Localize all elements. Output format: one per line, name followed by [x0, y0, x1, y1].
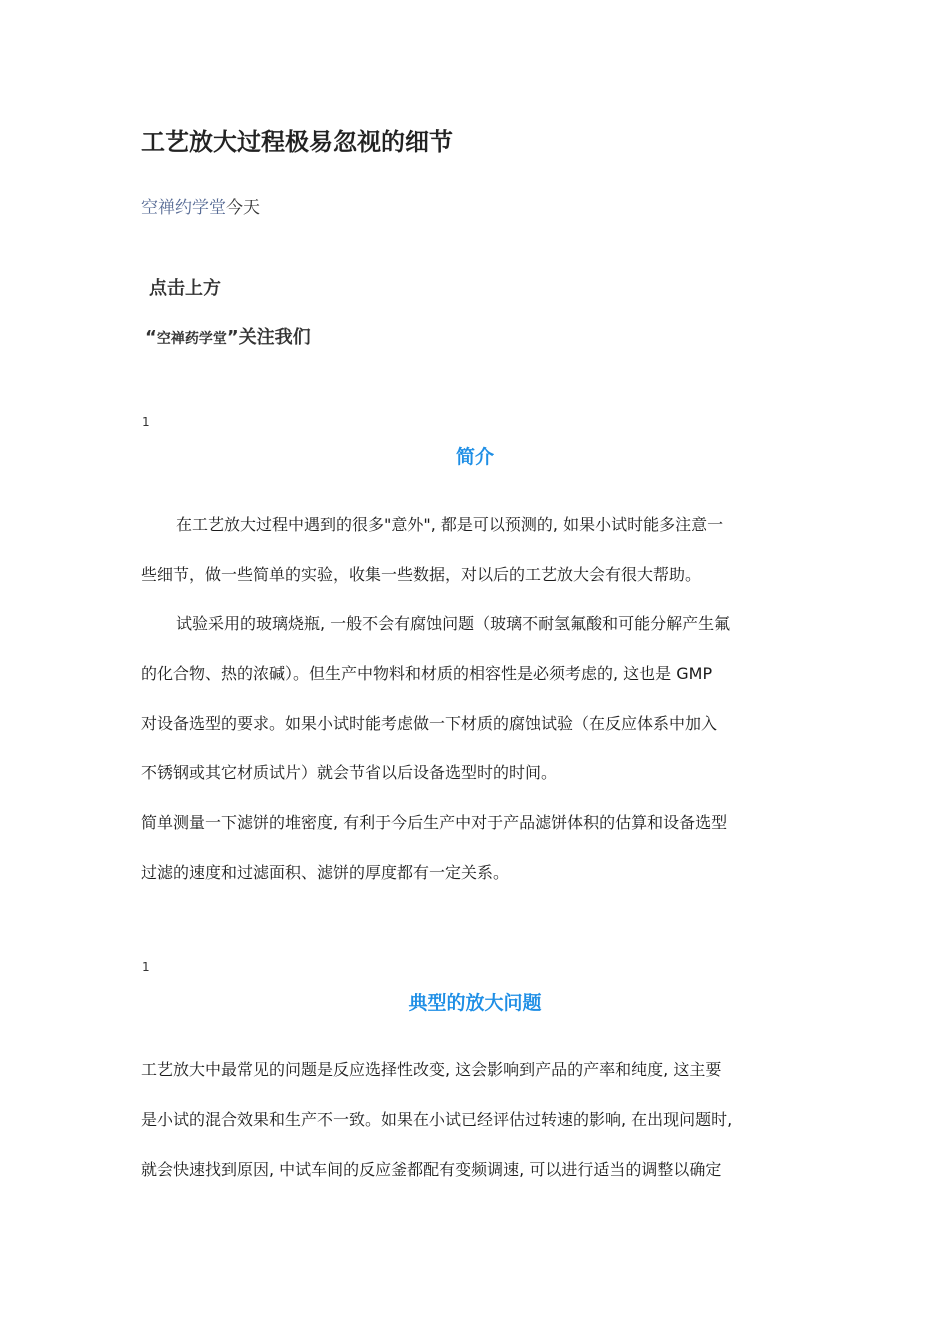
article-meta [141, 193, 260, 218]
section-number: 1 [142, 415, 150, 429]
follow-text: 关注我们 [238, 327, 311, 348]
body-line: 些细节，做一些简单的实验，收集一些数据，对以后的工艺放大会有很大帮助。 [141, 565, 702, 584]
body-line: 就会快速找到原因, 中试车间的反应釜都配有变频调速, 可以进行适当的调整以确定 [141, 1160, 722, 1179]
section-heading: 简介 [455, 446, 494, 468]
body-line: 简单测量一下滤饼的堆密度, 有利于今后生产中对于产品滤饼体积的估算和设备选型 [141, 813, 728, 832]
promo-line-click-above: 点击上方 [149, 278, 221, 299]
body-line: 的化合物、热的浓碱）。但生产中物料和材质的相容性是必须考虑的, 这也是 GMP [141, 664, 713, 683]
promo-account-name: 空禅药学堂 [156, 331, 227, 347]
section-number: 1 [142, 960, 150, 974]
body-line: 不锈钢或其它材质试片）就会节省以后设备选型时的时间。 [141, 763, 558, 782]
quote-open: “ [145, 327, 157, 348]
body-line: 过滤的速度和过滤面积、滤饼的厚度都有一定关系。 [141, 863, 510, 882]
promo-line-follow [145, 323, 311, 349]
section-heading: 典型的放大问题 [408, 992, 542, 1014]
body-line: 试验采用的玻璃烧瓶, 一般不会有腐蚀问题（玻璃不耐氢氟酸和可能分解产生氟 [176, 614, 731, 633]
body-line: 对设备选型的要求。如果小试时能考虑做一下材质的腐蚀试验（在反应体系中加入 [141, 714, 718, 733]
body-line: 是小试的混合效果和生产不一致。如果在小试已经评估过转速的影响, 在出现问题时, [141, 1110, 733, 1129]
article-title: 工艺放大过程极易忽视的细节 [141, 128, 453, 156]
body-line: 工艺放大中最常见的问题是反应选择性改变, 这会影响到产品的产率和纯度, 这主要 [141, 1060, 722, 1079]
account-name-link[interactable]: 空禅约学堂 [141, 198, 226, 218]
body-line: 在工艺放大过程中遇到的很多"意外", 都是可以预测的, 如果小试时能多注意一 [176, 515, 724, 534]
quote-close: ” [226, 327, 239, 348]
publish-date: 今天 [226, 198, 260, 218]
